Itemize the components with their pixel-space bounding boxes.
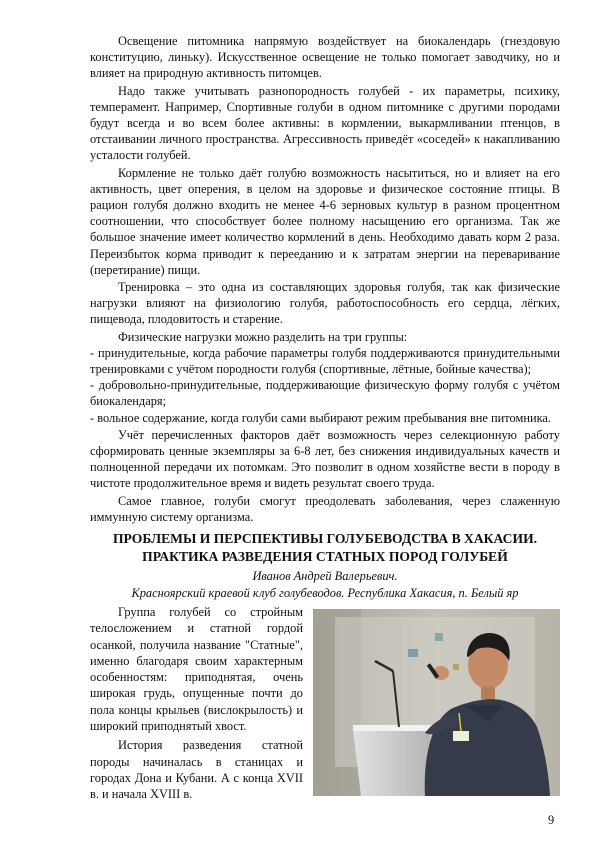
- article-body: [90, 604, 303, 803]
- article-title-line: ПРАКТИКА РАЗВЕДЕНИЯ СТАТНЫХ ПОРОД ГОЛУБЕЙ: [142, 549, 508, 564]
- article-title-line: ПРОБЛЕМЫ И ПЕРСПЕКТИВЫ ГОЛУБЕВОДСТВА В ХАКАСИИ.: [112, 531, 538, 546]
- list-item: - принудительные, когда рабочие параметры голубя поддерживаются принудительными тренировками с учётом породности голубя (спортивные, лётные, бойные качества);: [90, 345, 560, 377]
- paragraph-group-description: Группа голубей со стройным телосложением и статной гордой осанкой, получила название "Статные", именно благодаря своим характерным особенностям: приподнятая, очень широкая грудь, опущенные почти до пола концы крыльев (вислокрылость) и широкий приподнятый хвост.: [90, 605, 303, 734]
- paragraph-immunity: Самое главное, голуби смогут преодолевать заболевания, через слаженную иммунную систему организма.: [90, 493, 560, 524]
- article-affiliation: Красноярский краевой клуб голубеводов. Республика Хакасия, п. Белый яр: [131, 586, 519, 600]
- list-item: - вольное содержание, когда голуби сами выбирают режим пребывания вне питомника.: [90, 410, 552, 425]
- article-title: [90, 530, 560, 566]
- paragraph-training: Тренировка – это одна из составляющих здоровья голубя, так как физические нагрузки влияют на физиологию голубя, работоспособность его сердца, лёгких, пищевода, плодовитость и старение.: [90, 280, 560, 327]
- paragraph-lighting: Освещение питомника напрямую воздействует на биокалендарь (гнездовую конституцию, линьку). Искусственное освещение не только помогает заводчику, но и влияет на природную активность питомцев.: [90, 34, 560, 81]
- page-number: 9: [548, 813, 555, 827]
- paragraph-loads-intro: Физические нагрузки можно разделить на три группы:: [118, 329, 408, 344]
- speaker-photo: [313, 609, 560, 796]
- paragraph-history: История разведения статной породы начиналась в станицах и городах Дона и Кубани. А с конца XVII в. и начала XVIII в.: [90, 738, 303, 802]
- paragraph-feeding: Кормление не только даёт голубю возможность насытиться, но и влияет на его активность, цвет оперения, в целом на здоровье и физическое состояние птицы. В рацион голубя должно входить не менее 4-6 зерновых культур в разном процентном соотношении, что способствует более полному насыщению его организма. Так же большое значение имеет количество кормлений в день. Необходимо давать корм 2 раза. Переизбыток корма приводит к перееданию и к затратам энергии на переваривание (перетирание) пищи.: [90, 165, 560, 277]
- paragraph-breeds: Надо также учитывать разнопородность голубей - их параметры, психику, темперамент. Например, Спортивные голуби в одном питомнике с другими породами будут всегда и во всем более активны: в кормлении, выкармливании птенцов, в отстаивании личного пространства. Агрессивность приведёт «соседей» к накапливанию усталости голубей.: [90, 83, 560, 163]
- article-author: Иванов Андрей Валерьевич.: [252, 569, 398, 583]
- paragraph-selection: Учёт перечисленных факторов даёт возможность через селекционную работу сформировать ценные экземпляры за 6-8 лет, без снижения индивидуальных качеств и полноценной передачи их потомкам. Это позволит в одном хозяйстве вести в породу в чистоте продолжительное время и видеть результат своего труда.: [90, 427, 560, 491]
- intro-section: [90, 33, 560, 525]
- list-item: - добровольно-принудительные, поддерживающие физическую форму голубя с учётом биокалендаря;: [90, 378, 560, 409]
